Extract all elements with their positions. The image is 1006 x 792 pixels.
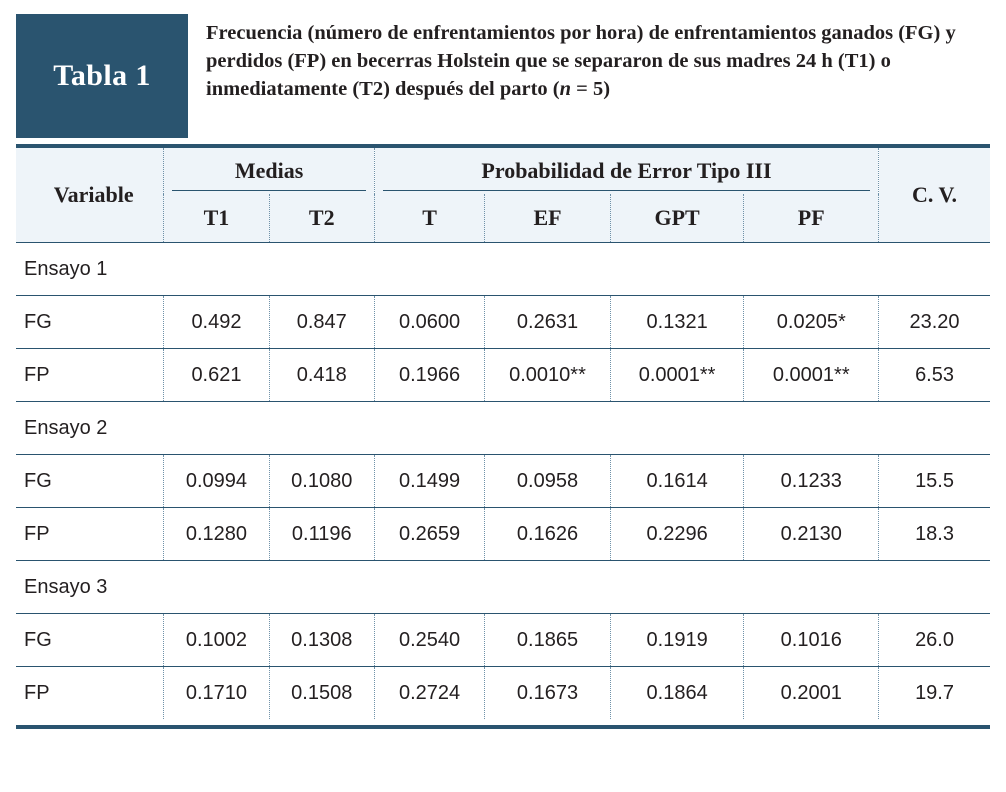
- column-header-variable: Variable: [16, 148, 164, 243]
- cell-t: 0.2659: [374, 508, 484, 561]
- cell-gpt: 0.1614: [610, 455, 744, 508]
- cell-cv: 18.3: [879, 508, 990, 561]
- table-number-badge: [16, 14, 188, 138]
- cell-ef: 0.0010**: [485, 349, 611, 402]
- table-body: [16, 243, 990, 720]
- cell-cv: 26.0: [879, 614, 990, 667]
- cell-cv: 23.20: [879, 296, 990, 349]
- cell-ef: 0.0958: [485, 455, 611, 508]
- table-number-label: Tabla 1: [53, 59, 151, 92]
- group-row-ensayo-2: [16, 402, 990, 455]
- cell-t2: 0.418: [269, 349, 374, 402]
- column-header-t2: T2: [269, 194, 374, 243]
- column-header-ef: EF: [485, 194, 611, 243]
- data-table: [16, 148, 990, 719]
- cell-variable: FP: [16, 508, 164, 561]
- cell-t2: 0.1080: [269, 455, 374, 508]
- cell-pf: 0.1016: [744, 614, 879, 667]
- cell-t2: 0.1508: [269, 667, 374, 720]
- cell-gpt: 0.2296: [610, 508, 744, 561]
- group-label: Ensayo 3: [16, 561, 990, 614]
- cell-cv: 6.53: [879, 349, 990, 402]
- cell-gpt: 0.0001**: [610, 349, 744, 402]
- table-header-row-groups: [16, 148, 990, 194]
- table-row: [16, 455, 990, 508]
- cell-t: 0.1966: [374, 349, 484, 402]
- cell-t: 0.1499: [374, 455, 484, 508]
- caption-text-part1: Frecuencia (número de enfrentamientos por hora) de enfrentamientos ganados (FG) y perdidos (FP) en becerras Holstein que se separaron de sus madres 24 h (T1) o inmediatamente (T2) después del parto (: [206, 22, 956, 100]
- group-label: Ensayo 2: [16, 402, 990, 455]
- cell-pf: 0.1233: [744, 455, 879, 508]
- cell-t2: 0.1196: [269, 508, 374, 561]
- cell-t1: 0.621: [164, 349, 269, 402]
- cell-pf: 0.0205*: [744, 296, 879, 349]
- table-row: [16, 349, 990, 402]
- column-group-probabilidad: Probabilidad de Error Tipo III: [374, 148, 878, 194]
- cell-t1: 0.0994: [164, 455, 269, 508]
- column-header-cv: C. V.: [879, 148, 990, 243]
- cell-pf: 0.2001: [744, 667, 879, 720]
- table-row: [16, 508, 990, 561]
- table-bottom-rule: [16, 725, 990, 729]
- cell-t2: 0.847: [269, 296, 374, 349]
- cell-variable: FP: [16, 349, 164, 402]
- group-row-ensayo-1: [16, 243, 990, 296]
- cell-t1: 0.1710: [164, 667, 269, 720]
- cell-t: 0.0600: [374, 296, 484, 349]
- cell-variable: FP: [16, 667, 164, 720]
- table-row: [16, 667, 990, 720]
- caption-text-italic: n: [559, 77, 572, 100]
- cell-gpt: 0.1919: [610, 614, 744, 667]
- cell-t1: 0.492: [164, 296, 269, 349]
- column-header-t1: T1: [164, 194, 269, 243]
- column-header-pf: PF: [744, 194, 879, 243]
- cell-cv: 19.7: [879, 667, 990, 720]
- group-row-ensayo-3: [16, 561, 990, 614]
- cell-t1: 0.1280: [164, 508, 269, 561]
- cell-t2: 0.1308: [269, 614, 374, 667]
- cell-pf: 0.2130: [744, 508, 879, 561]
- cell-cv: 15.5: [879, 455, 990, 508]
- column-header-t: T: [374, 194, 484, 243]
- cell-t: 0.2540: [374, 614, 484, 667]
- table-caption: [16, 14, 990, 138]
- cell-gpt: 0.1864: [610, 667, 744, 720]
- cell-ef: 0.1673: [485, 667, 611, 720]
- cell-t1: 0.1002: [164, 614, 269, 667]
- cell-variable: FG: [16, 614, 164, 667]
- group-label: Ensayo 1: [16, 243, 990, 296]
- cell-variable: FG: [16, 455, 164, 508]
- cell-variable: FG: [16, 296, 164, 349]
- cell-gpt: 0.1321: [610, 296, 744, 349]
- caption-text-part2: = 5): [571, 77, 611, 100]
- cell-ef: 0.1865: [485, 614, 611, 667]
- cell-t: 0.2724: [374, 667, 484, 720]
- column-group-medias: Medias: [164, 148, 375, 194]
- table-row: [16, 614, 990, 667]
- cell-pf: 0.0001**: [744, 349, 879, 402]
- cell-ef: 0.1626: [485, 508, 611, 561]
- table-caption-text: [188, 14, 990, 138]
- table-row: [16, 296, 990, 349]
- column-header-gpt: GPT: [610, 194, 744, 243]
- cell-ef: 0.2631: [485, 296, 611, 349]
